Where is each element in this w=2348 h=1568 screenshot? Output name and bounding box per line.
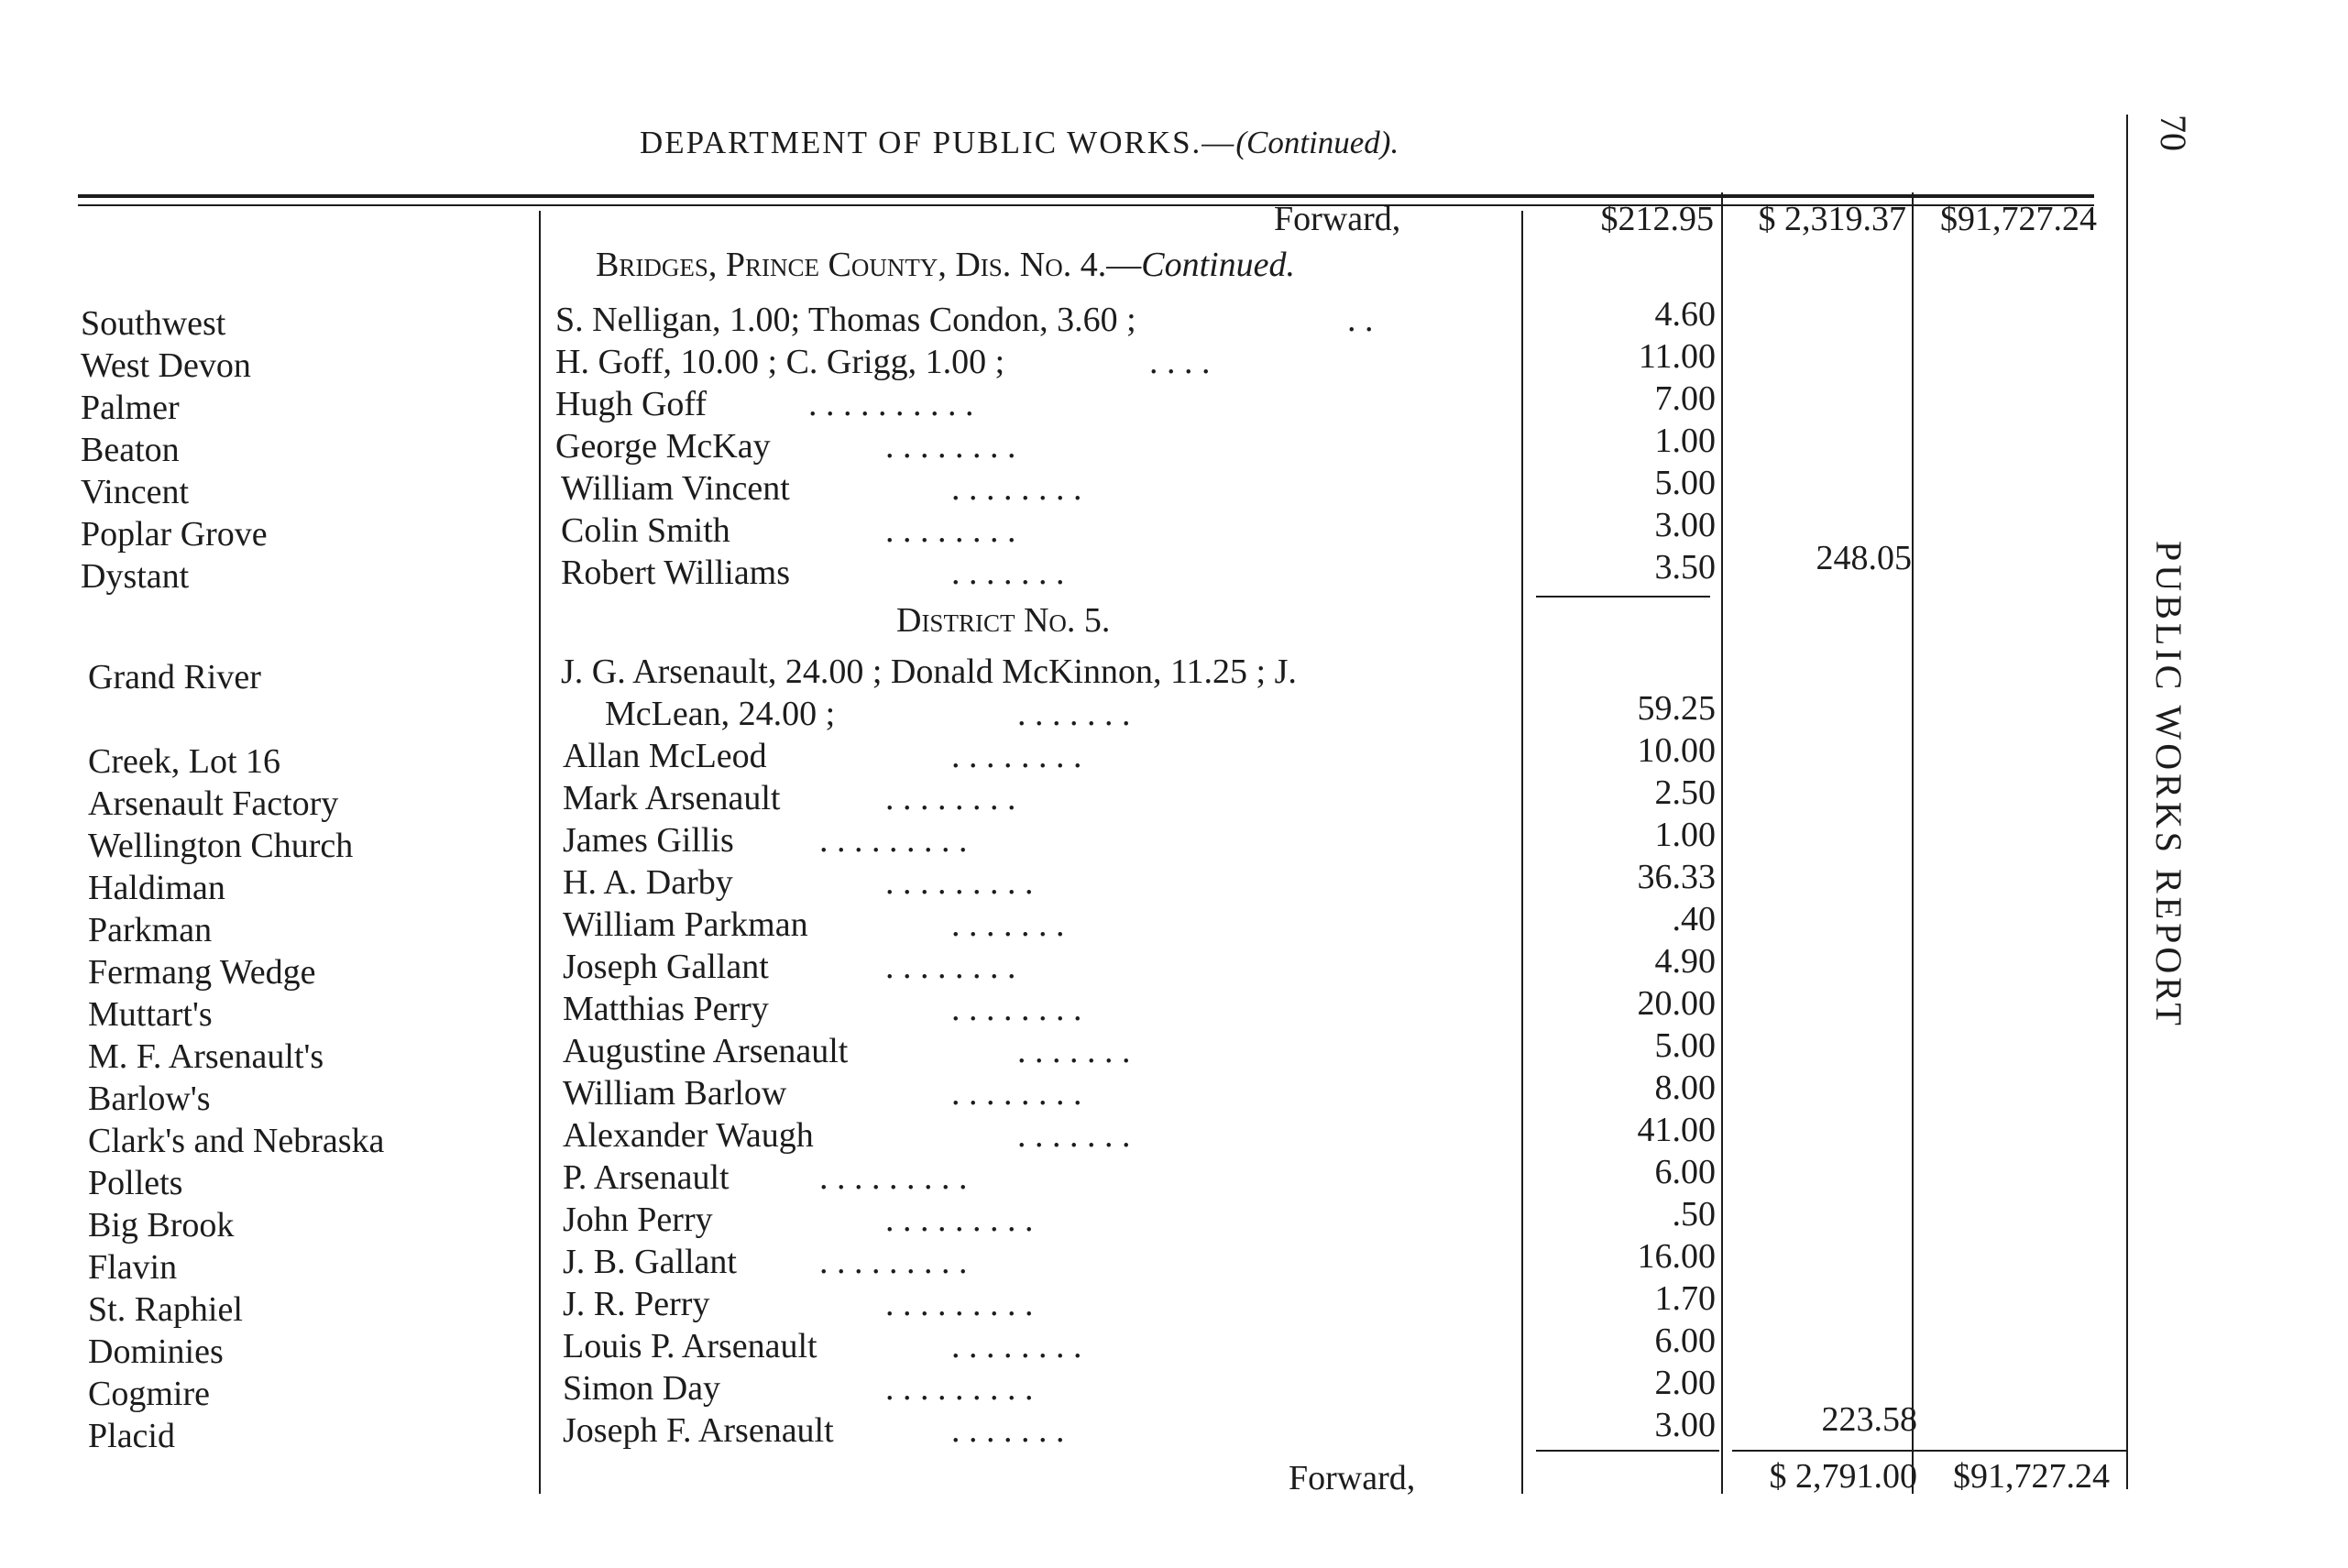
section-heading-district-4: Bridges, Prince County, Dis. No. 4.—Continued.: [596, 246, 1296, 284]
payee-name: H. Goff, 10.00 ; C. Grigg, 1.00 ;: [555, 343, 1005, 381]
leader-dots: . . . . . . . .: [951, 469, 1082, 508]
forward-label-bottom: Forward,: [1289, 1459, 1416, 1497]
column-divider-amount: [1521, 211, 1523, 1494]
place-name: Parkman: [88, 911, 213, 949]
amount: 2.50: [1654, 773, 1716, 812]
amount: 16.00: [1637, 1237, 1716, 1276]
payee-name: William Barlow: [563, 1074, 787, 1113]
place-name: Arsenault Factory: [88, 784, 339, 823]
forward-label-top: Forward,: [1274, 200, 1401, 238]
amount: 1.00: [1654, 422, 1716, 460]
leader-dots: . . . . . . . . .: [885, 1285, 1034, 1323]
payee-name: H. A. Darby: [563, 863, 733, 902]
payee-name: Mark Arsenault: [563, 779, 781, 817]
leader-dots: . . . . . . .: [1017, 1032, 1131, 1070]
forward-top-amount: $212.95: [1600, 200, 1714, 238]
place-name: Placid: [88, 1417, 175, 1455]
amount: 6.00: [1654, 1153, 1716, 1191]
payee-name: J. B. Gallant: [563, 1243, 737, 1281]
place-name: Palmer: [81, 389, 180, 427]
leader-dots: . . . . . . . . .: [885, 1369, 1034, 1408]
leader-dots: . . . . . . . .: [951, 990, 1082, 1028]
section-heading-district-5: District No. 5.: [896, 601, 1111, 640]
column-divider-subtotal: [1721, 192, 1723, 1494]
payee-name: S. Nelligan, 1.00; Thomas Condon, 3.60 ;: [555, 301, 1136, 339]
leader-dots: . . . . . . . . .: [885, 1201, 1034, 1239]
amount: 6.00: [1654, 1321, 1716, 1360]
payee-name: Allan McLeod: [563, 737, 767, 775]
payee-name: J. G. Arsenault, 24.00 ; Donald McKinnon, 11.25 ; J.: [561, 652, 1297, 691]
place-name: Wellington Church: [88, 827, 354, 865]
payee-name-continued: McLean, 24.00 ;: [605, 695, 836, 733]
payee-name: Alexander Waugh: [563, 1116, 814, 1155]
column-divider-total: [1912, 192, 1914, 1494]
payee-name: P. Arsenault: [563, 1158, 730, 1197]
place-name: Barlow's: [88, 1080, 211, 1118]
leader-dots: . .: [1347, 301, 1374, 339]
place-name: Flavin: [88, 1248, 178, 1287]
place-name: St. Raphiel: [88, 1290, 243, 1329]
amount: 3.50: [1654, 548, 1716, 587]
amount: 4.90: [1654, 942, 1716, 981]
payee-name: Hugh Goff: [555, 385, 708, 423]
district-4-subtotal: 248.05: [1816, 539, 1912, 577]
place-name: Fermang Wedge: [88, 953, 316, 992]
place-name: Big Brook: [88, 1206, 235, 1245]
amount: 3.00: [1654, 506, 1716, 544]
place-name: Vincent: [81, 473, 190, 511]
amount: 1.70: [1654, 1279, 1716, 1318]
amount: 11.00: [1638, 337, 1716, 376]
forward-top-total: $91,727.24: [1940, 200, 2097, 238]
amount: 59.25: [1637, 689, 1716, 728]
leader-dots: . . . . . . . . .: [819, 1243, 968, 1281]
place-name: Creek, Lot 16: [88, 742, 281, 781]
forward-bottom-subtotal: $ 2,791.00: [1769, 1457, 1917, 1496]
leader-dots: . . . . . . .: [951, 554, 1065, 592]
place-name: Cogmire: [88, 1375, 210, 1413]
leader-dots: . . . . . . . .: [951, 1327, 1082, 1365]
page-title: DEPARTMENT OF PUBLIC WORKS.—(Continued).: [640, 125, 1399, 160]
amount: 3.00: [1654, 1406, 1716, 1444]
forward-bottom-total: $91,727.24: [1953, 1457, 2110, 1496]
place-name: Beaton: [81, 431, 180, 469]
amount: 20.00: [1637, 984, 1716, 1023]
amount: 5.00: [1654, 1026, 1716, 1065]
subtotal-rule-2: [1536, 1450, 1719, 1452]
place-name: Clark's and Nebraska: [88, 1122, 385, 1160]
amount: 7.00: [1654, 379, 1716, 418]
place-name: Haldiman: [88, 869, 225, 907]
forward-top-subtotal: $ 2,319.37: [1758, 200, 1906, 238]
leader-dots: . . . . . . .: [951, 905, 1065, 944]
leader-dots: . . . . . . . . .: [819, 821, 968, 860]
payee-name: Colin Smith: [561, 511, 730, 550]
payee-name: Joseph F. Arsenault: [563, 1411, 834, 1450]
payee-name: Simon Day: [563, 1369, 721, 1408]
subtotal-rule-1: [1536, 596, 1710, 598]
place-name: M. F. Arsenault's: [88, 1037, 324, 1076]
payee-name: Robert Williams: [561, 554, 791, 592]
place-name: West Devon: [81, 346, 251, 385]
leader-dots: . . . . . . .: [951, 1411, 1065, 1450]
payee-name: J. R. Perry: [563, 1285, 710, 1323]
column-divider-text: [539, 211, 541, 1494]
amount: 8.00: [1654, 1069, 1716, 1107]
district-5-subtotal: 223.58: [1821, 1400, 1917, 1439]
payee-name: Augustine Arsenault: [563, 1032, 849, 1070]
amount: 4.60: [1654, 295, 1716, 334]
payee-name: William Parkman: [563, 905, 808, 944]
total-rule-bottom: [1732, 1450, 2126, 1452]
place-name: Southwest: [81, 304, 226, 343]
leader-dots: . . . . . . . . .: [819, 1158, 968, 1197]
leader-dots: . . . . . . .: [1017, 1116, 1131, 1155]
place-name: Dystant: [81, 557, 190, 596]
leader-dots: . . . . . . . .: [885, 427, 1016, 466]
leader-dots: . . . .: [1149, 343, 1211, 381]
leader-dots: . . . . . . . .: [951, 737, 1082, 775]
leader-dots: . . . . . . . .: [885, 779, 1016, 817]
payee-name: William Vincent: [561, 469, 790, 508]
amount: 1.00: [1654, 816, 1716, 854]
leader-dots: . . . . . . . .: [951, 1074, 1082, 1113]
right-margin-rule: [2126, 115, 2128, 1489]
payee-name: George McKay: [555, 427, 771, 466]
payee-name: John Perry: [563, 1201, 713, 1239]
leader-dots: . . . . . . . .: [885, 948, 1016, 986]
place-name: Poplar Grove: [81, 515, 268, 554]
place-name: Muttart's: [88, 995, 213, 1034]
place-name: Grand River: [88, 658, 261, 696]
amount: 2.00: [1654, 1364, 1716, 1402]
amount: .40: [1672, 900, 1716, 938]
page-number: 70: [2153, 115, 2194, 151]
amount: 36.33: [1637, 858, 1716, 896]
leader-dots: . . . . . . . .: [885, 511, 1016, 550]
amount: 41.00: [1637, 1111, 1716, 1149]
side-running-title: PUBLIC WORKS REPORT: [2148, 541, 2189, 1029]
leader-dots: . . . . . . . . . .: [808, 385, 974, 423]
leader-dots: . . . . . . .: [1017, 695, 1131, 733]
payee-name: Louis P. Arsenault: [563, 1327, 817, 1365]
payee-name: Matthias Perry: [563, 990, 769, 1028]
amount: 10.00: [1637, 731, 1716, 770]
leader-dots: . . . . . . . . .: [885, 863, 1034, 902]
place-name: Pollets: [88, 1164, 183, 1202]
amount: 5.00: [1654, 464, 1716, 502]
payee-name: James Gillis: [563, 821, 734, 860]
place-name: Dominies: [88, 1332, 224, 1371]
payee-name: Joseph Gallant: [563, 948, 769, 986]
amount: .50: [1672, 1195, 1716, 1234]
